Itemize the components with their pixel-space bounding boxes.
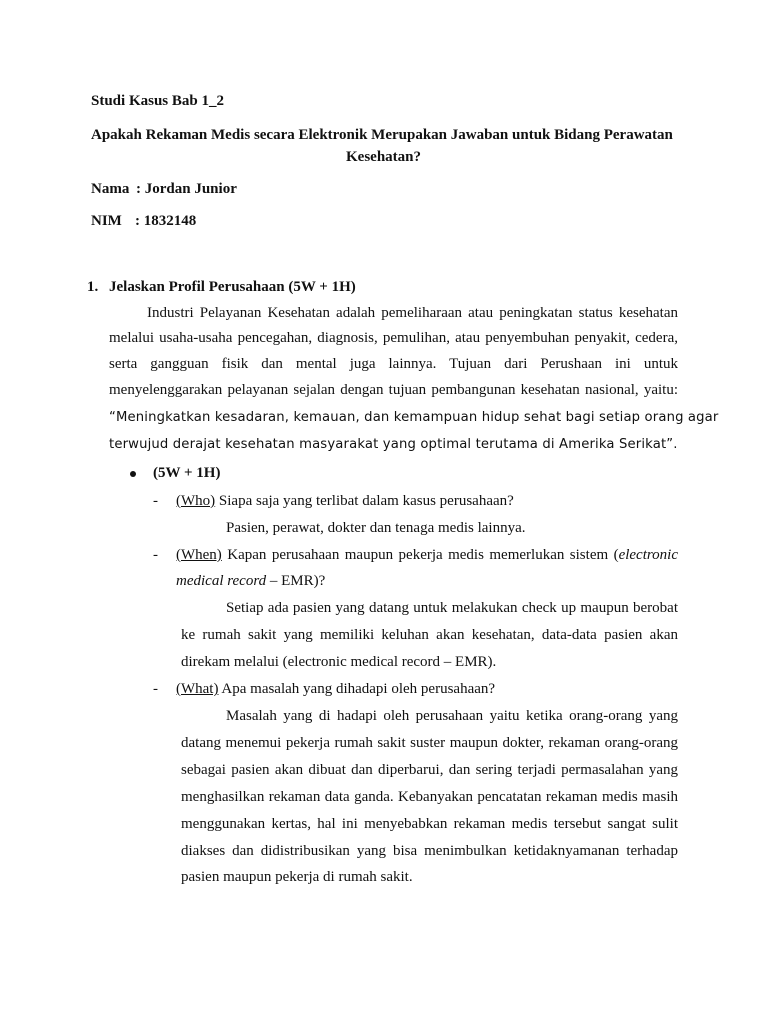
- what-answer-line: sebagai pasien akan dibuat dan diperbarui, dan sering terjadi permasalahan yang: [181, 762, 678, 778]
- who-question: [176, 493, 514, 510]
- bullet-heading: (5W + 1H): [153, 465, 221, 481]
- when-question-line-1: [176, 547, 678, 564]
- paragraph-line: Industri Pelayanan Kesehatan adalah pemeliharaan atau peningkatan status kesehatan: [147, 305, 678, 321]
- what-answer-line: diakses dan didistribusikan yang bisa menimbulkan ketidaknyamanan terhadap: [181, 843, 678, 859]
- when-question-italic-2: medical record: [176, 573, 267, 589]
- when-answer-line: Setiap ada pasien yang datang untuk melakukan check up maupun berobat: [226, 600, 678, 616]
- who-question-text: Siapa saja yang terlibat dalam kasus perusahaan?: [215, 493, 514, 509]
- name-label: Nama: [91, 181, 130, 197]
- when-answer-line: ke rumah sakit yang memiliki keluhan akan kesehatan, data-data pasien akan: [181, 627, 678, 643]
- nim-value: : 1832148: [135, 213, 197, 229]
- paragraph-line: menyelenggarakan pelayanan sejalan dengan tujuan pembangunan kesehatan nasional, yaitu:: [109, 382, 678, 398]
- paragraph-line: melalui usaha-usaha pencegahan, diagnosis, pemulihan, atau penyembuhan penyakit, cedera,: [109, 330, 678, 346]
- what-answer-line: menggunakan kertas, hal ini menyebabkan rekaman medis tersebut sangat sulit: [181, 816, 678, 832]
- section-number: 1.: [87, 279, 99, 295]
- when-tag: (When): [176, 547, 222, 563]
- when-question-text: Kapan perusahaan maupun pekerja medis memerlukan sistem (: [221, 547, 619, 563]
- what-answer-line: datang menemui pekerja rumah sakit suster maupun dokter, rekaman orang-orang: [181, 735, 678, 751]
- bullet-dot: [130, 471, 136, 477]
- when-question-italic: electronic: [618, 547, 678, 563]
- quote-line: terwujud derajat kesehatan masyarakat yang optimal terutama di Amerika Serikat”.: [109, 437, 678, 452]
- item-dash: -: [153, 681, 158, 697]
- when-question-line-2: [176, 573, 325, 590]
- item-dash: -: [153, 547, 158, 563]
- when-answer-line: direkam melalui (electronic medical record – EMR).: [181, 654, 497, 670]
- section-heading: Jelaskan Profil Perusahaan (5W + 1H): [109, 279, 356, 295]
- nim-label: NIM: [91, 213, 122, 229]
- case-title: Studi Kasus Bab 1_2: [91, 93, 224, 109]
- item-dash: -: [153, 493, 158, 509]
- who-tag: (Who): [176, 493, 216, 509]
- quote-line: “Meningkatkan kesadaran, kemauan, dan kemampuan hidup sehat bagi setiap orang agar: [109, 410, 719, 425]
- what-answer-line: pasien maupun pekerja di rumah sakit.: [181, 869, 413, 885]
- who-answer: Pasien, perawat, dokter dan tenaga medis lainnya.: [226, 520, 526, 536]
- question-title-line-1: Apakah Rekaman Medis secara Elektronik Merupakan Jawaban untuk Bidang Perawatan: [91, 127, 673, 143]
- paragraph-line: serta gangguan fisik dan mental juga lainnya. Tujuan dari Perushaan ini untuk: [109, 356, 678, 372]
- when-question-end: – EMR)?: [266, 573, 326, 589]
- question-title-line-2: Kesehatan?: [346, 149, 421, 165]
- what-question: [176, 681, 495, 698]
- what-answer-line: menghasilkan rekaman data ganda. Kebanyakan pencatatan rekaman medis masih: [181, 789, 678, 805]
- what-tag: (What): [176, 681, 219, 697]
- what-answer-line: Masalah yang di hadapi oleh perusahaan yaitu ketika orang-orang yang: [226, 708, 678, 724]
- name-value: : Jordan Junior: [136, 181, 237, 197]
- what-question-text: Apa masalah yang dihadapi oleh perusahaan?: [218, 681, 496, 697]
